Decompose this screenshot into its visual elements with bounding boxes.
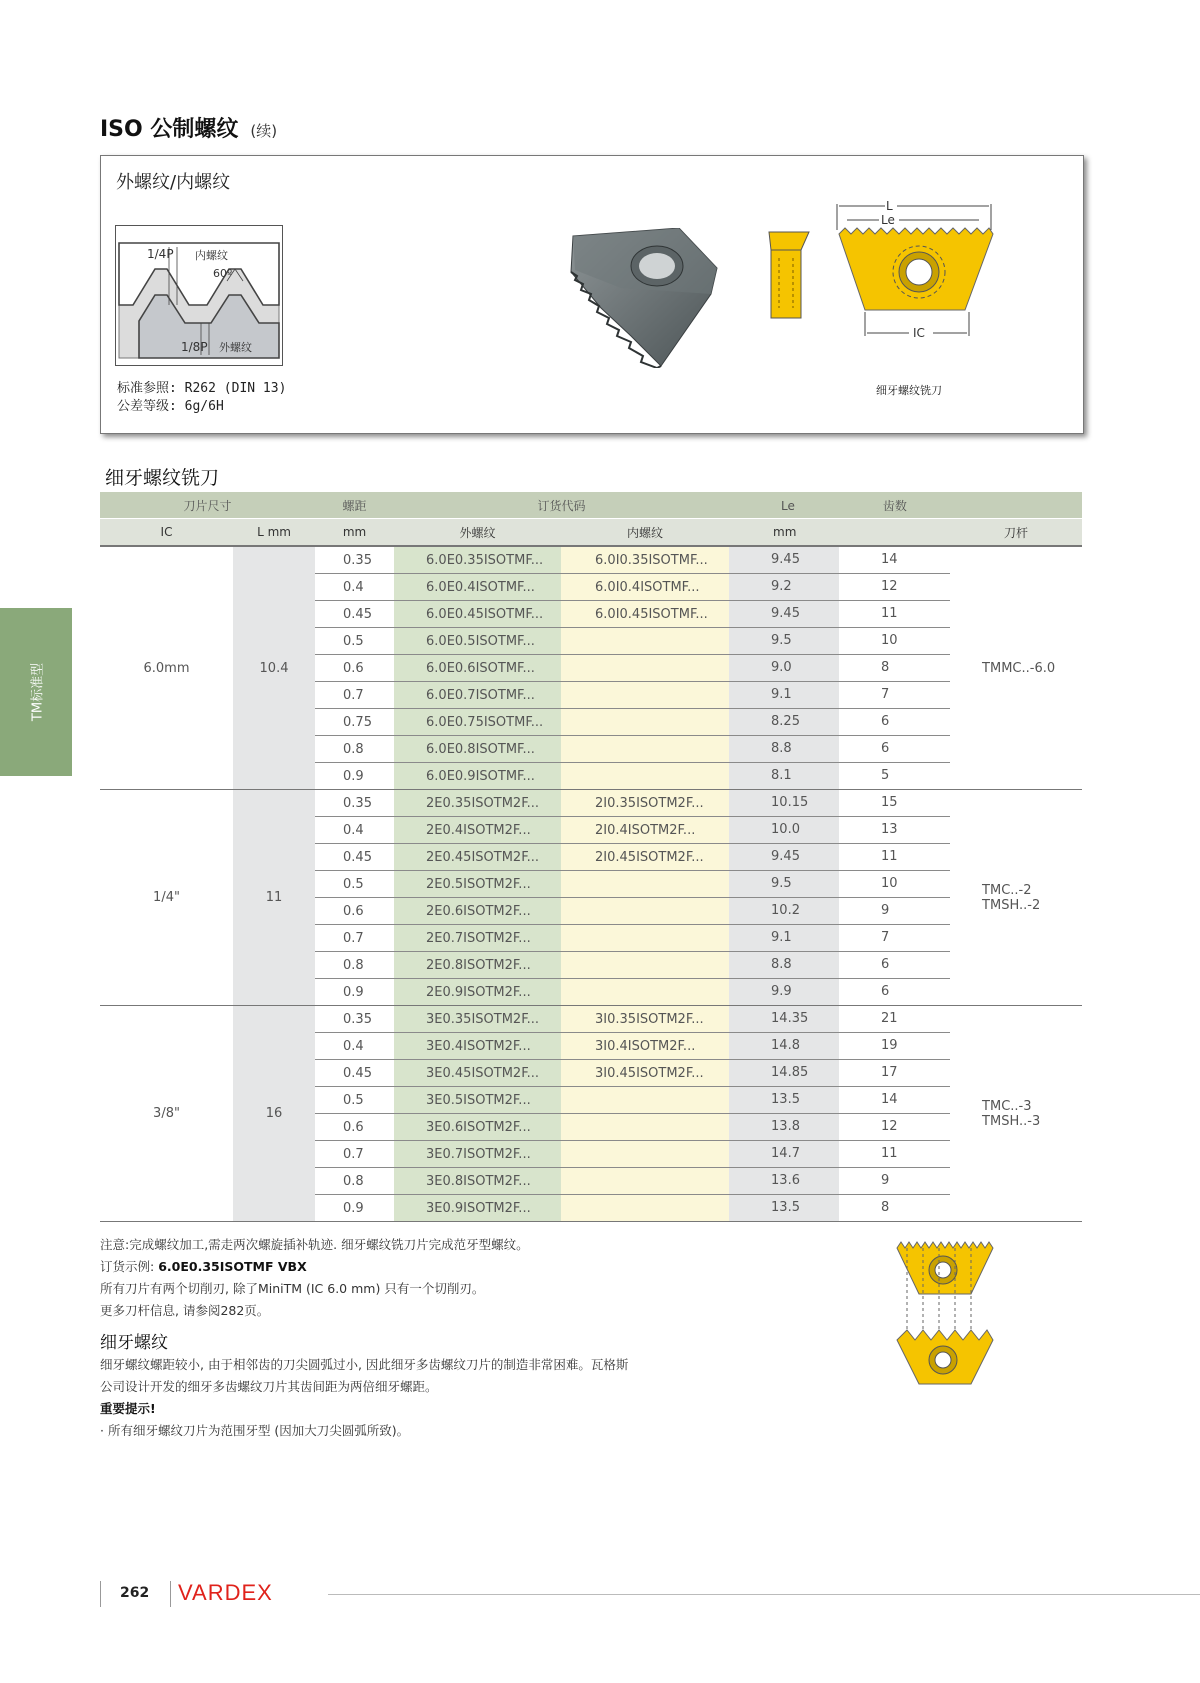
external-code-cell: 3E0.5ISOTM2F...: [394, 1087, 561, 1114]
le-cell: 10.0: [729, 817, 839, 843]
internal-code-cell: 6.0I0.35ISOTMF...: [561, 546, 729, 574]
pitch-cell: 0.9: [315, 979, 394, 1006]
l-mm-cell: 10.4: [233, 546, 315, 790]
pitch-cell: 0.4: [315, 574, 394, 601]
le-cell: 8.1: [729, 763, 839, 789]
header-order-code: 订货代码: [394, 492, 729, 519]
internal-code-cell: [561, 682, 729, 709]
external-code-cell: 2E0.8ISOTM2F...: [394, 952, 561, 979]
holder-name: TMMC..-6.0: [982, 660, 1056, 676]
pitch-cell: 0.4: [315, 1033, 394, 1060]
teeth-cell: 6: [839, 709, 950, 735]
teeth-cell: 13: [839, 817, 950, 843]
pitch-cell: 0.45: [315, 844, 394, 871]
external-code-cell: 3E0.8ISOTM2F...: [394, 1168, 561, 1195]
table-row: [100, 546, 1082, 574]
ic-cell: 6.0mm: [100, 546, 233, 790]
fine-thread-bullet: · 所有细牙螺纹刀片为范围牙型 (因加大刀尖圆弧所致)。: [100, 1423, 410, 1438]
dim-le-label: Le: [881, 213, 895, 227]
pitch-cell: 0.4: [315, 817, 394, 844]
external-code-cell: 6.0E0.9ISOTMF...: [394, 763, 561, 790]
pitch-cell: 0.6: [315, 655, 394, 682]
note-order-example: 订货示例: 6.0E0.35ISOTMF VBX: [100, 1259, 307, 1274]
pitch-cell: 0.9: [315, 763, 394, 790]
note-helical: 注意:完成螺纹加工,需走两次螺旋插补轨迹. 细牙螺纹铣刀片完成范牙型螺纹。: [100, 1237, 529, 1252]
brand-logo: VARDEX: [178, 1580, 273, 1605]
external-code-cell: 3E0.9ISOTM2F...: [394, 1195, 561, 1222]
external-code-cell: 3E0.45ISOTM2F...: [394, 1060, 561, 1087]
fine-thread-important: 重要提示!: [100, 1401, 156, 1416]
internal-code-cell: [561, 655, 729, 682]
dim-l-label: L: [886, 199, 893, 213]
info-box-heading: 外螺纹/内螺纹: [116, 172, 231, 193]
table-row: [100, 1006, 1082, 1033]
internal-code-cell: 3I0.35ISOTM2F...: [561, 1006, 729, 1033]
teeth-cell: 9: [839, 1168, 950, 1194]
internal-code-cell: [561, 1168, 729, 1195]
teeth-cell: 6: [839, 736, 950, 762]
header-pitch: 螺距: [315, 492, 394, 519]
teeth-cell: 7: [839, 682, 950, 708]
pitch-cell: 0.8: [315, 952, 394, 979]
fine-thread-text-2: 公司设计开发的细牙多齿螺纹刀片其齿间距为两倍细牙螺距。: [100, 1379, 438, 1394]
pitch-cell: 0.5: [315, 1087, 394, 1114]
external-code-cell: 2E0.6ISOTM2F...: [394, 898, 561, 925]
internal-code-cell: [561, 736, 729, 763]
teeth-cell: 8: [839, 655, 950, 681]
le-cell: 8.8: [729, 736, 839, 762]
internal-code-cell: [561, 898, 729, 925]
teeth-cell: 11: [839, 601, 950, 627]
insert-caption: 细牙螺纹铣刀: [876, 384, 942, 397]
external-code-cell: 6.0E0.8ISOTMF...: [394, 736, 561, 763]
le-cell: 9.2: [729, 574, 839, 600]
quarter-pitch-label: 1/4P: [147, 247, 174, 261]
pitch-cell: 0.5: [315, 628, 394, 655]
internal-code-cell: 6.0I0.45ISOTMF...: [561, 601, 729, 628]
page-title: ISO 公制螺纹 (续): [100, 117, 278, 142]
internal-code-cell: [561, 952, 729, 979]
external-code-cell: 2E0.9ISOTM2F...: [394, 979, 561, 1006]
teeth-cell: 11: [839, 1141, 950, 1167]
table-header-row-1: [100, 492, 1082, 519]
holder-cell: [950, 546, 1082, 790]
le-cell: 10.2: [729, 898, 839, 924]
holder-name: TMSH..-2: [982, 897, 1041, 913]
le-cell: 13.5: [729, 1195, 839, 1221]
tolerance-class: 公差等级: 6g/6H: [117, 399, 224, 414]
le-cell: 13.8: [729, 1114, 839, 1140]
fine-thread-text-1: 细牙螺纹螺距较小, 由于相邻齿的刀尖圆弧过小, 因此细牙多齿螺纹刀片的制造非常困难。瓦格斯: [100, 1357, 629, 1372]
teeth-cell: 7: [839, 925, 950, 951]
pitch-cell: 0.9: [315, 1195, 394, 1222]
ic-cell: 3/8": [100, 1006, 233, 1222]
teeth-cell: 10: [839, 871, 950, 897]
insert-front-view: [831, 196, 996, 346]
teeth-cell: 17: [839, 1060, 950, 1086]
external-code-cell: 6.0E0.7ISOTMF...: [394, 682, 561, 709]
external-code-cell: 6.0E0.5ISOTMF...: [394, 628, 561, 655]
internal-code-cell: [561, 1195, 729, 1222]
external-code-cell: 2E0.45ISOTM2F...: [394, 844, 561, 871]
l-mm-cell: 11: [233, 790, 315, 1006]
footer-divider: [100, 1581, 101, 1607]
internal-code-cell: [561, 709, 729, 736]
teeth-cell: 19: [839, 1033, 950, 1059]
header-le: Le 齿数: [729, 492, 950, 519]
pitch-cell: 0.8: [315, 736, 394, 763]
header-le-mm: mm: [729, 519, 950, 547]
external-code-cell: 2E0.7ISOTM2F...: [394, 925, 561, 952]
le-cell: 14.35: [729, 1006, 839, 1032]
header-teeth: 齿数: [882, 498, 907, 513]
note-holder-ref: 更多刀杆信息, 请参阅282页。: [100, 1303, 270, 1318]
teeth-cell: 5: [839, 763, 950, 789]
teeth-cell: 14: [839, 547, 950, 573]
internal-code-cell: 6.0I0.4ISOTMF...: [561, 574, 729, 601]
le-cell: 9.0: [729, 655, 839, 681]
le-cell: 8.8: [729, 952, 839, 978]
pitch-cell: 0.35: [315, 1006, 394, 1033]
le-cell: 14.8: [729, 1033, 839, 1059]
thread-mill-table: [100, 492, 1082, 1222]
internal-code-cell: [561, 979, 729, 1006]
table-header-row-2: [100, 519, 1082, 547]
external-code-cell: 3E0.4ISOTM2F...: [394, 1033, 561, 1060]
header-l-mm: L mm: [233, 519, 315, 547]
le-cell: 13.6: [729, 1168, 839, 1194]
pitch-cell: 0.45: [315, 1060, 394, 1087]
internal-code-cell: 2I0.45ISOTM2F...: [561, 844, 729, 871]
holder-name: TMSH..-3: [982, 1113, 1041, 1129]
le-cell: 9.45: [729, 547, 839, 573]
external-code-cell: 3E0.6ISOTM2F...: [394, 1114, 561, 1141]
teeth-cell: 10: [839, 628, 950, 654]
order-example-code: 6.0E0.35ISOTMF VBX: [158, 1259, 307, 1274]
external-code-cell: 3E0.7ISOTM2F...: [394, 1141, 561, 1168]
header-mm: mm: [315, 519, 394, 547]
le-cell: 13.5: [729, 1087, 839, 1113]
internal-code-cell: [561, 628, 729, 655]
header-internal: 内螺纹: [561, 519, 729, 547]
internal-thread-label: 内螺纹: [195, 249, 228, 262]
page-subtitle: (续): [250, 122, 278, 140]
teeth-cell: 14: [839, 1087, 950, 1113]
le-cell: 9.5: [729, 871, 839, 897]
holder-cell: [950, 1006, 1082, 1222]
teeth-cell: 15: [839, 790, 950, 816]
le-cell: 9.45: [729, 601, 839, 627]
internal-code-cell: [561, 871, 729, 898]
external-code-cell: 6.0E0.6ISOTMF...: [394, 655, 561, 682]
teeth-cell: 21: [839, 1006, 950, 1032]
pitch-cell: 0.8: [315, 1168, 394, 1195]
ic-cell: 1/4": [100, 790, 233, 1006]
teeth-cell: 11: [839, 844, 950, 870]
thread-profile-diagram: [115, 225, 283, 367]
header-holder: 刀杆: [950, 519, 1082, 547]
note-cutting-edges: 所有刀片有两个切削刃, 除了MiniTM (IC 6.0 mm) 只有一个切削刃。: [100, 1281, 485, 1296]
section-title: 细牙螺纹铣刀: [105, 467, 220, 489]
pitch-cell: 0.5: [315, 871, 394, 898]
le-cell: 14.85: [729, 1060, 839, 1086]
dim-ic-label: IC: [913, 326, 925, 340]
header-ic: IC: [100, 519, 233, 547]
fine-thread-title: 细牙螺纹: [100, 1333, 168, 1353]
le-cell: 9.1: [729, 682, 839, 708]
external-code-cell: 6.0E0.35ISOTMF...: [394, 546, 561, 574]
side-tab-label: TM标准型: [30, 662, 46, 722]
pitch-cell: 0.35: [315, 546, 394, 574]
external-code-cell: 6.0E0.75ISOTMF...: [394, 709, 561, 736]
external-code-cell: 6.0E0.45ISOTMF...: [394, 601, 561, 628]
le-cell: 9.45: [729, 844, 839, 870]
pitch-cell: 0.35: [315, 790, 394, 817]
teeth-cell: 8: [839, 1195, 950, 1221]
teeth-cell: 12: [839, 574, 950, 600]
pitch-cell: 0.6: [315, 1114, 394, 1141]
internal-code-cell: [561, 1114, 729, 1141]
pitch-cell: 0.7: [315, 682, 394, 709]
le-cell: 10.15: [729, 790, 839, 816]
holder-name: TMC..-2: [982, 882, 1032, 898]
internal-code-cell: [561, 1141, 729, 1168]
page-number: 262: [120, 1585, 150, 1601]
pitch-cell: 0.7: [315, 1141, 394, 1168]
eighth-pitch-label: 1/8P: [181, 340, 208, 354]
header-insert-size: 刀片尺寸: [100, 492, 315, 519]
side-tab: [0, 608, 72, 776]
pitch-cell: 0.6: [315, 898, 394, 925]
external-thread-label: 外螺纹: [219, 341, 252, 354]
pitch-cell: 0.7: [315, 925, 394, 952]
insert-side-view: [767, 228, 817, 328]
internal-code-cell: 2I0.4ISOTM2F...: [561, 817, 729, 844]
le-cell: 8.25: [729, 709, 839, 735]
teeth-cell: 9: [839, 898, 950, 924]
header-external: 外螺纹: [394, 519, 561, 547]
internal-code-cell: [561, 763, 729, 790]
teeth-cell: 6: [839, 979, 950, 1005]
external-code-cell: 6.0E0.4ISOTMF...: [394, 574, 561, 601]
external-code-cell: 2E0.35ISOTM2F...: [394, 790, 561, 817]
external-code-cell: 2E0.4ISOTM2F...: [394, 817, 561, 844]
internal-code-cell: 2I0.35ISOTM2F...: [561, 790, 729, 817]
internal-code-cell: [561, 1087, 729, 1114]
le-cell: 9.5: [729, 628, 839, 654]
standard-reference: 标准参照: R262 (DIN 13): [117, 381, 287, 396]
internal-code-cell: 3I0.45ISOTM2F...: [561, 1060, 729, 1087]
table-row: [100, 790, 1082, 817]
le-cell: 9.1: [729, 925, 839, 951]
footer-divider: [170, 1581, 171, 1607]
insert-3d-image: [561, 228, 731, 368]
le-cell: 14.7: [729, 1141, 839, 1167]
internal-code-cell: 3I0.4ISOTM2F...: [561, 1033, 729, 1060]
angle-label: 60º: [213, 267, 233, 280]
teeth-cell: 12: [839, 1114, 950, 1140]
pitch-cell: 0.75: [315, 709, 394, 736]
external-code-cell: 2E0.5ISOTM2F...: [394, 871, 561, 898]
internal-code-cell: [561, 925, 729, 952]
table-body: [100, 546, 1082, 1222]
fine-thread-insert-diagram: [893, 1238, 997, 1388]
pitch-cell: 0.45: [315, 601, 394, 628]
l-mm-cell: 16: [233, 1006, 315, 1222]
holder-cell: [950, 790, 1082, 1006]
external-code-cell: 3E0.35ISOTM2F...: [394, 1006, 561, 1033]
le-cell: 9.9: [729, 979, 839, 1005]
footer-line: [328, 1594, 1200, 1595]
info-box: [100, 155, 1084, 434]
teeth-cell: 6: [839, 952, 950, 978]
holder-name: TMC..-3: [982, 1098, 1032, 1114]
